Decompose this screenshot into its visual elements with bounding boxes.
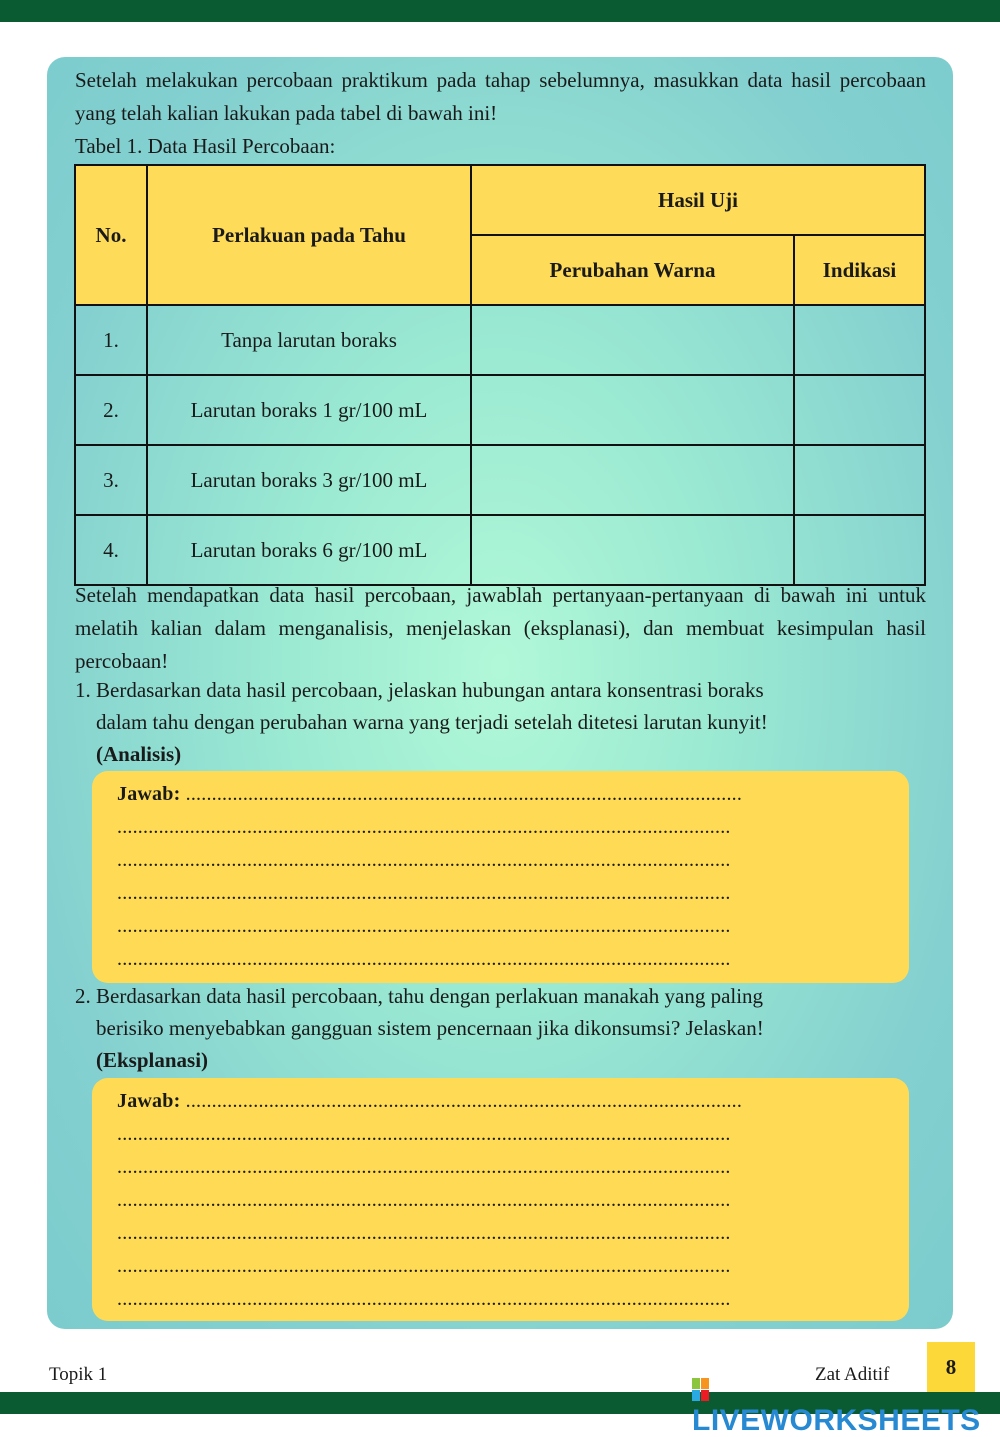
intro-text: Setelah melakukan percobaan praktikum pada tahap sebelumnya, masukkan data hasil percobaan yang telah kalian lakukan pada tabel di bawah ini! bbox=[75, 68, 926, 125]
row-indication-cell[interactable] bbox=[794, 445, 925, 515]
footer-topic: Topik 1 bbox=[49, 1364, 108, 1385]
question-tag: (Analisis) bbox=[96, 742, 182, 766]
header-color-change: Perubahan Warna bbox=[471, 235, 794, 305]
answer-line[interactable] bbox=[117, 1090, 872, 1113]
row-treatment: Tanpa larutan boraks bbox=[147, 305, 471, 375]
question-line: berisiko menyebabkan gangguan sistem pencernaan jika dikonsumsi? Jelaskan! bbox=[96, 1016, 764, 1040]
watermark[interactable] bbox=[692, 1373, 1000, 1437]
question-line: dalam tahu dengan perubahan warna yang terjadi setelah ditetesi larutan kunyit! bbox=[96, 710, 768, 734]
answer-line[interactable]: ...................................................................................................................... bbox=[117, 1222, 731, 1244]
answer-line[interactable]: ...................................................................................................................... bbox=[117, 816, 731, 838]
answer-box-2[interactable] bbox=[92, 1078, 909, 1321]
question-line: Berdasarkan data hasil percobaan, jelaskan hubungan antara konsentrasi boraks bbox=[96, 678, 764, 702]
answer-label: Jawab: bbox=[117, 1090, 181, 1112]
table-caption: Tabel 1. Data Hasil Percobaan: bbox=[75, 134, 336, 158]
header-treatment: Perlakuan pada Tahu bbox=[147, 165, 471, 305]
row-no: 2. bbox=[75, 375, 147, 445]
question-2 bbox=[75, 980, 925, 1076]
instruction-text: Setelah mendapatkan data hasil percobaan, jawablah pertanyaan-pertanyaan di bawah ini untuk melatih kalian dalam menganalisis, menjelaskan (eksplanasi), dan membuat kesimpulan hasil percobaan! bbox=[75, 583, 926, 673]
answer-dots: ........................................................................................................... bbox=[185, 783, 743, 805]
row-no: 4. bbox=[75, 515, 147, 585]
footer-chapter: Zat Aditif bbox=[815, 1364, 890, 1385]
row-indication-cell[interactable] bbox=[794, 515, 925, 585]
table-row bbox=[75, 445, 925, 515]
table-row bbox=[75, 375, 925, 445]
row-color-change-cell[interactable] bbox=[471, 375, 794, 445]
answer-line[interactable]: ...................................................................................................................... bbox=[117, 1156, 731, 1178]
header-indication: Indikasi bbox=[794, 235, 925, 305]
row-indication-cell[interactable] bbox=[794, 375, 925, 445]
answer-line[interactable]: ...................................................................................................................... bbox=[117, 849, 731, 871]
answer-line[interactable]: ...................................................................................................................... bbox=[117, 948, 731, 970]
table-header-row bbox=[75, 165, 925, 235]
liveworksheets-logo-icon bbox=[692, 1378, 710, 1402]
answer-box-1[interactable] bbox=[92, 771, 909, 983]
row-treatment: Larutan boraks 1 gr/100 mL bbox=[147, 375, 471, 445]
answer-line[interactable]: ...................................................................................................................... bbox=[117, 1189, 731, 1211]
row-color-change-cell[interactable] bbox=[471, 515, 794, 585]
answer-line[interactable]: ...................................................................................................................... bbox=[117, 915, 731, 937]
answer-line[interactable]: ...................................................................................................................... bbox=[117, 1123, 731, 1145]
row-treatment: Larutan boraks 6 gr/100 mL bbox=[147, 515, 471, 585]
question-number: 1. bbox=[75, 678, 91, 702]
answer-line[interactable]: ...................................................................................................................... bbox=[117, 1288, 731, 1310]
row-treatment: Larutan boraks 3 gr/100 mL bbox=[147, 445, 471, 515]
answer-label: Jawab: bbox=[117, 783, 181, 805]
watermark-text: LIVEWORKSHEETS bbox=[692, 1404, 981, 1437]
table-row bbox=[75, 305, 925, 375]
row-no: 1. bbox=[75, 305, 147, 375]
page-number: 8 bbox=[927, 1342, 975, 1392]
answer-line[interactable]: ...................................................................................................................... bbox=[117, 882, 731, 904]
question-1 bbox=[75, 674, 925, 770]
question-tag: (Eksplanasi) bbox=[96, 1048, 209, 1072]
header-result: Hasil Uji bbox=[471, 165, 925, 235]
top-bar bbox=[0, 0, 1000, 22]
answer-line[interactable] bbox=[117, 783, 872, 806]
table-row bbox=[75, 515, 925, 585]
row-no: 3. bbox=[75, 445, 147, 515]
row-color-change-cell[interactable] bbox=[471, 305, 794, 375]
results-table bbox=[74, 164, 926, 586]
answer-dots: ........................................................................................................... bbox=[185, 1090, 743, 1112]
header-no: No. bbox=[75, 165, 147, 305]
question-number: 2. bbox=[75, 984, 91, 1008]
question-line: Berdasarkan data hasil percobaan, tahu dengan perlakuan manakah yang paling bbox=[96, 984, 764, 1008]
answer-line[interactable]: ...................................................................................................................... bbox=[117, 1255, 731, 1277]
row-color-change-cell[interactable] bbox=[471, 445, 794, 515]
row-indication-cell[interactable] bbox=[794, 305, 925, 375]
